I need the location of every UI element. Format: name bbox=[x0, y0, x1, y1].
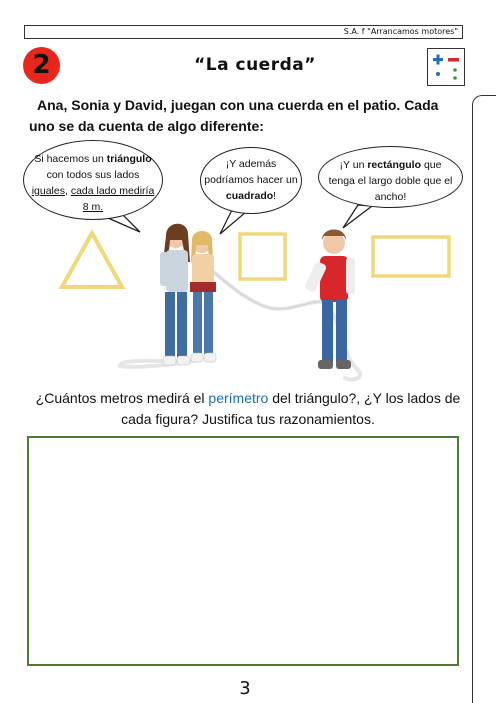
answer-box[interactable] bbox=[27, 436, 459, 666]
question-part: del triángulo?, ¿Y los lados de cada figura? Justifica tus razonamientos. bbox=[121, 390, 461, 427]
header-text: S.A. f "Arrancamos motores" bbox=[343, 27, 458, 36]
math-operations-icon bbox=[427, 48, 465, 86]
intro-paragraph: Ana, Sonia y David, juegan con una cuerda en el patio. Cada uno se da cuenta de algo diferente: bbox=[29, 97, 439, 134]
bubble-bold-text: cuadrado bbox=[225, 190, 274, 202]
triangle-shape bbox=[62, 233, 122, 287]
bubble-text: con todos sus lados bbox=[46, 169, 140, 181]
activity-title: “La cuerda” bbox=[194, 55, 316, 75]
bubble-text: , bbox=[64, 185, 71, 197]
header-banner bbox=[24, 25, 463, 39]
page-margin-line bbox=[472, 95, 496, 703]
question-text bbox=[28, 388, 468, 430]
speech-bubble-david bbox=[318, 146, 463, 208]
bubble-tail-right bbox=[343, 205, 372, 228]
child-sonia bbox=[190, 231, 216, 362]
bubble-text: ¡Y además podríamos hacer un bbox=[204, 158, 298, 186]
rectangle-shape bbox=[373, 237, 449, 276]
activity-number-badge: 2 bbox=[23, 47, 60, 84]
question-highlight: perímetro bbox=[208, 390, 269, 406]
bubble-underlined-text: iguales bbox=[31, 185, 65, 197]
rope bbox=[120, 258, 360, 380]
bubble-text: Si hacemos un bbox=[34, 153, 107, 165]
square-shape bbox=[240, 234, 285, 279]
speech-bubble-sonia bbox=[200, 147, 302, 214]
child-david bbox=[304, 230, 355, 370]
bubble-text: ¡Y un bbox=[339, 159, 368, 171]
bubble-text: que tenga el largo doble que el ancho! bbox=[328, 159, 453, 203]
page-number: 3 bbox=[239, 678, 251, 699]
question-part: ¿Cuántos metros medirá el bbox=[35, 390, 209, 406]
bubble-bold-text: triángulo bbox=[106, 153, 152, 165]
bubble-underlined-text: cada lado mediría 8 m. bbox=[70, 185, 155, 213]
bubble-text: ! bbox=[273, 190, 277, 202]
child-ana bbox=[160, 224, 190, 365]
rope-shading bbox=[195, 258, 322, 309]
bubble-bold-text: rectángulo bbox=[367, 159, 422, 171]
speech-bubble-ana bbox=[23, 140, 163, 220]
